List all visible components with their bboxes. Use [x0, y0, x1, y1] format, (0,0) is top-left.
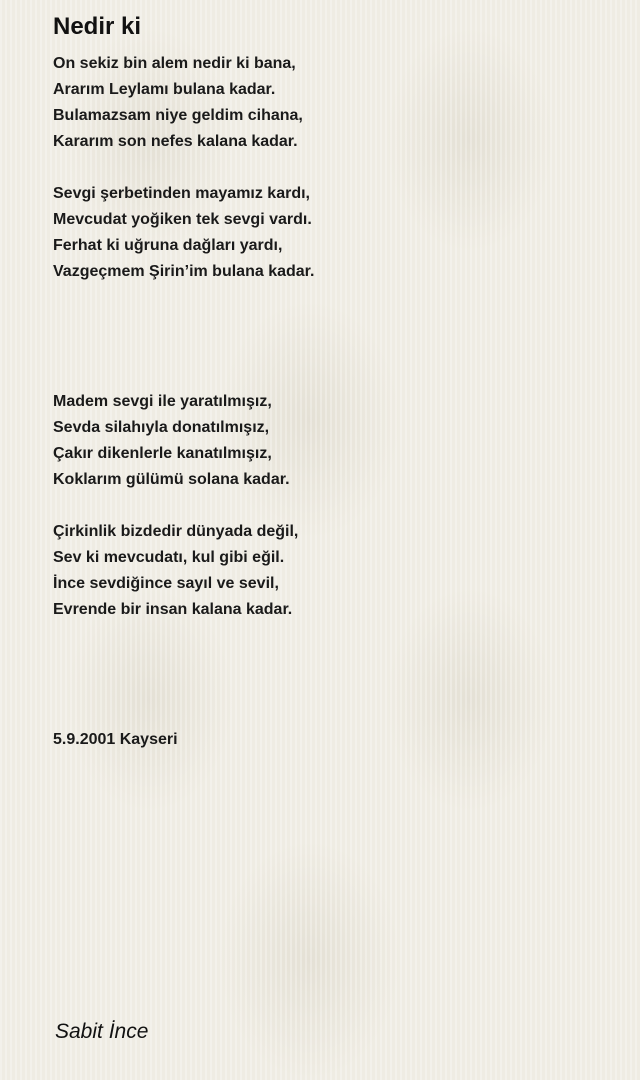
author-signature: Sabit İnce — [55, 1020, 149, 1043]
poem-line: Kararım son nefes kalana kadar. — [53, 133, 298, 150]
poem-line: Evrende bir insan kalana kadar. — [53, 601, 293, 618]
stanza-1 — [53, 51, 613, 155]
poem-line: Vazgeçmem Şirin’im bulana kadar. — [53, 263, 315, 280]
poem-line: Sev ki mevcudatı, kul gibi eğil. — [53, 549, 285, 566]
stanza-4 — [53, 519, 613, 623]
poem-line: Sevgi şerbetinden mayamız kardı, — [53, 185, 310, 202]
poem-line: Sevda silahıyla donatılmışız, — [53, 419, 270, 436]
poem-line: On sekiz bin alem nedir ki bana, — [53, 55, 296, 72]
poem-line: Çakır dikenlerle kanatılmışız, — [53, 445, 272, 462]
poem-body — [53, 51, 613, 753]
poem-title: Nedir ki — [53, 13, 142, 40]
poem-line: İnce sevdiğince sayıl ve sevil, — [53, 575, 279, 592]
poem-line: Çirkinlik bizdedir dünyada değil, — [53, 523, 299, 540]
poem-line: Koklarım gülümü solana kadar. — [53, 471, 290, 488]
poem-line: Madem sevgi ile yaratılmışız, — [53, 393, 272, 410]
poem-line: Mevcudat yoğiken tek sevgi vardı. — [53, 211, 312, 228]
date-place: 5.9.2001 Kayseri — [53, 731, 178, 748]
poem-line: Ferhat ki uğruna dağları yardı, — [53, 237, 283, 254]
stanza-2 — [53, 181, 613, 285]
poem-line: Bulamazsam niye geldim cihana, — [53, 107, 303, 124]
stanza-3 — [53, 389, 613, 493]
poem-line: Ararım Leylamı bulana kadar. — [53, 81, 276, 98]
